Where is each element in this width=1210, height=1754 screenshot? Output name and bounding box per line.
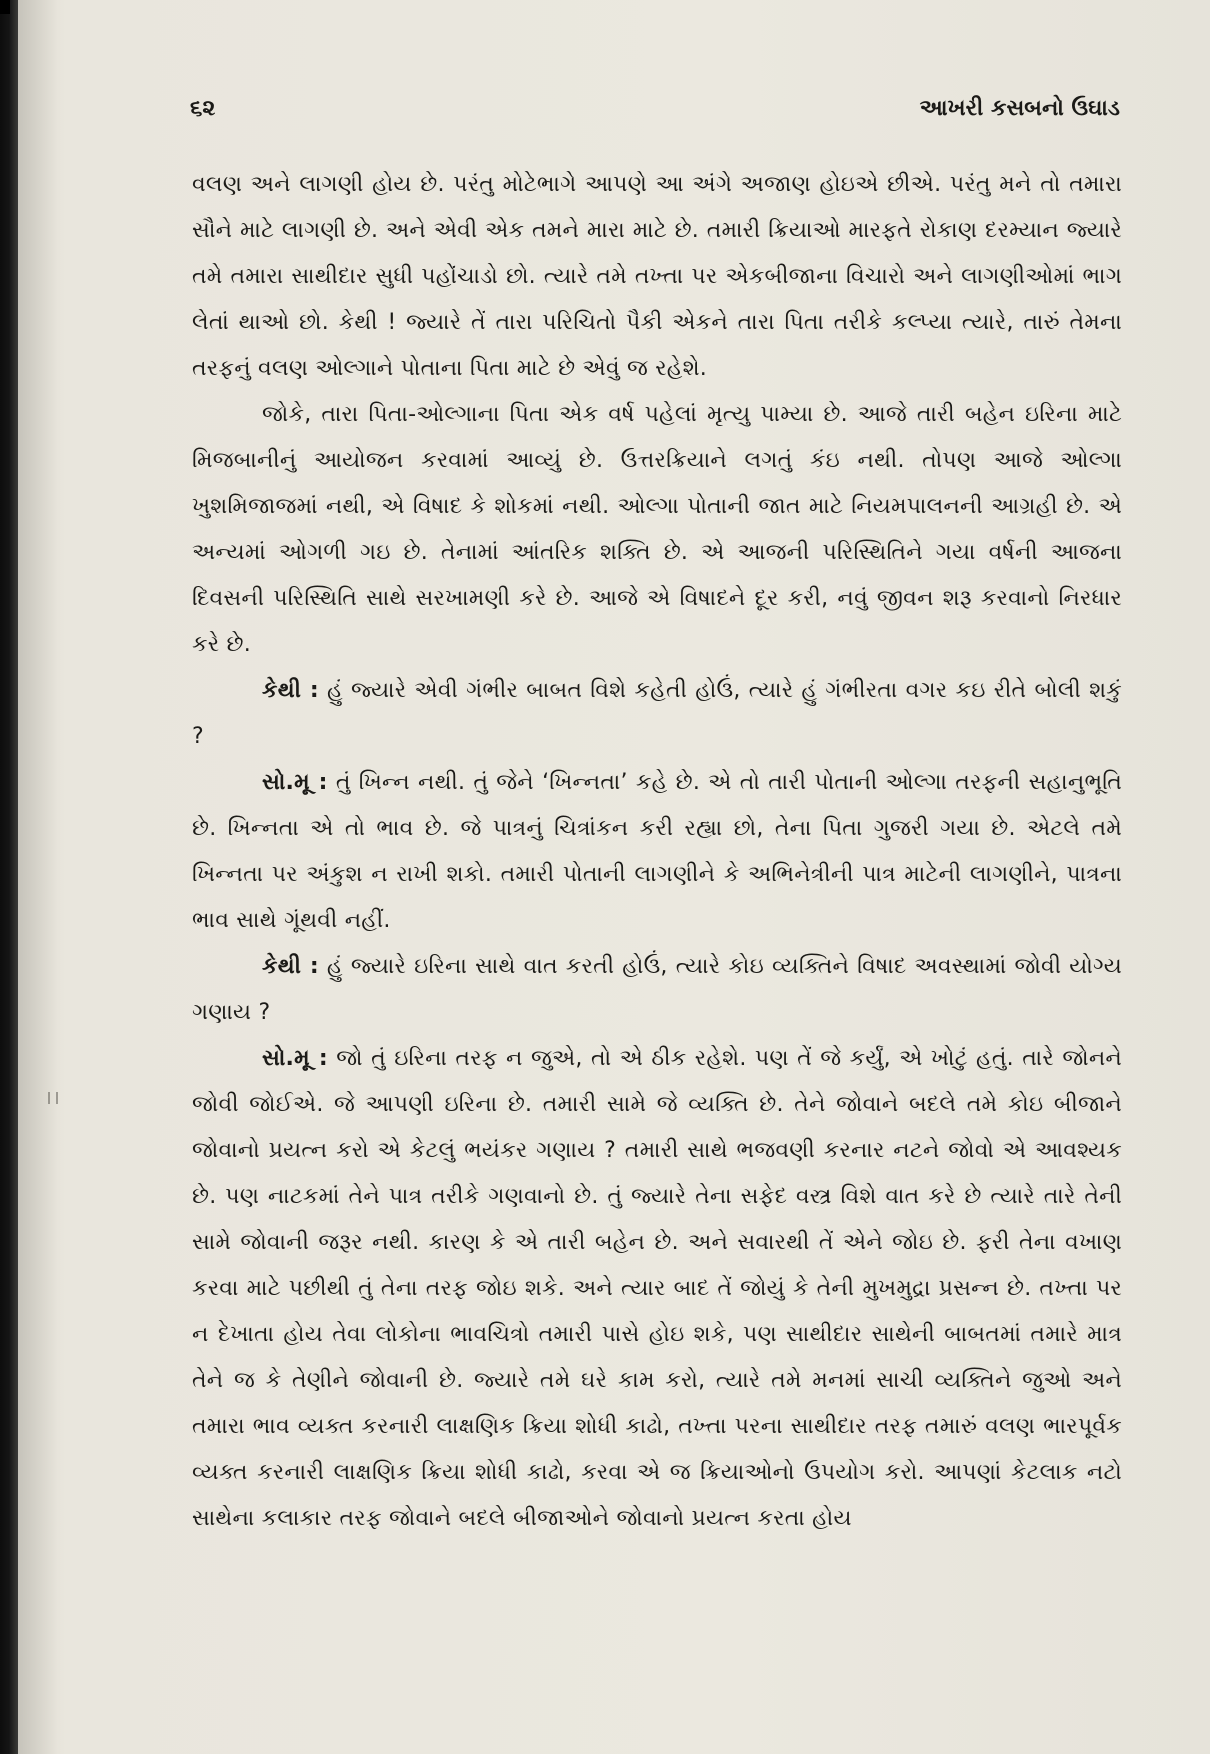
stray-ink-mark: [48, 1092, 58, 1104]
scan-corner-mark: [0, 0, 10, 14]
speaker-label: કેથી :: [262, 954, 319, 979]
dialogue-paragraph: [192, 1036, 1122, 1542]
paragraph-text: હું જ્યારે એવી ગંભીર બાબત વિશે કહેતી હોઉં, ત્યારે હું ગંભીરતા વગર કઇ રીતે બોલી શકું ?: [192, 678, 1122, 749]
dialogue-paragraph: [192, 668, 1122, 760]
dialogue-paragraph: [192, 944, 1122, 1036]
paragraph: [192, 162, 1122, 392]
speaker-label: સો.મૂ :: [262, 1046, 328, 1071]
paragraph-text: તું ખિન્ન નથી. તું જેને ‘ખિન્નતા’ કહે છે. એ તો તારી પોતાની ઓલ્ગા તરફની સહાનુભૂતિ છે. ખિન્નતા એ તો ભાવ છે. જે પાત્રનું ચિત્રાંકન કરી રહ્યા છો, તેના પિતા ગુજરી ગયા છે. એટલે તમે ખિન્નતા પર અંકુશ ન રાખી શકો. તમારી પોતાની લાગણીને કે અભિનેત્રીની પાત્ર માટેની લાગણીને, પાત્રના ભાવ સાથે ગૂંથવી નહીં.: [192, 770, 1122, 933]
speaker-label: કેથી :: [262, 678, 319, 703]
body-text: [192, 162, 1122, 1542]
scan-edge: [0, 0, 18, 1754]
paragraph-text: જોકે, તારા પિતા-ઓલ્ગાના પિતા એક વર્ષ પહેલાં મૃત્યુ પામ્યા છે. આજે તારી બહેન ઇરિના માટે મિજબાનીનું આયોજન કરવામાં આવ્યું છે. ઉત્તરક્રિયાને લગતું કંઇ નથી. તોપણ આજે ઓલ્ગા ખુશમિજાજમાં નથી, એ વિષાદ કે શોકમાં નથી. ઓલ્ગા પોતાની જાત માટે નિયમપાલનની આગ્રહી છે. એ અન્યમાં ઓગળી ગઇ છે. તેનામાં આંતરિક શક્તિ છે. એ આજની પરિસ્થિતિને ગયા વર્ષની આજના દિવસની પરિસ્થિતિ સાથે સરખામણી કરે છે. આજે એ વિષાદને દૂર કરી, નવું જીવન શરૂ કરવાનો નિરધાર કરે છે.: [192, 402, 1122, 657]
binding-shadow: [18, 0, 58, 1754]
page-number: ૬૨: [190, 96, 216, 121]
speaker-label: સો.મૂ :: [262, 770, 328, 795]
paragraph-text: હું જ્યારે ઇરિના સાથે વાત કરતી હોઉં, ત્યારે કોઇ વ્યક્તિને વિષાદ અવસ્થામાં જોવી યોગ્ય ગણાય ?: [192, 954, 1122, 1025]
paragraph-text: જો તું ઇરિના તરફ ન જુએ, તો એ ઠીક રહેશે. પણ તેં જે કર્યું, એ ખોટું હતું. તારે જોનને જોવી જોઈએ. જે આપણી ઇરિના છે. તમારી સામે જે વ્યક્તિ છે. તેને જોવાને બદલે તમે કોઇ બીજાને જોવાનો પ્રયત્ન કરો એ કેટલું ભયંકર ગણાય ? તમારી સાથે ભજવણી કરનાર નટને જોવો એ આવશ્યક છે. પણ નાટકમાં તેને પાત્ર તરીકે ગણવાનો છે. તું જ્યારે તેના સફેદ વસ્ત્ર વિશે વાત કરે છે ત્યારે તારે તેની સામે જોવાની જરૂર નથી. કારણ કે એ તારી બહેન છે. અને સવારથી તેં એને જોઇ છે. ફરી તેના વખાણ કરવા માટે પછીથી તું તેના તરફ જોઇ શકે. અને ત્યાર બાદ તેં જોયું કે તેની મુખમુદ્રા પ્રસન્ન છે. તખ્તા પર ન દેખાતા હોય તેવા લોકોના ભાવચિત્રો તમારી પાસે હોઇ શકે, પણ સાથીદાર સાથેની બાબતમાં તમારે માત્ર તેને જ કે તેણીને જોવાની છે. જ્યારે તમે ઘરે કામ કરો, ત્યારે તમે મનમાં સાચી વ્યક્તિને જુઓ અને તમારા ભાવ વ્યક્ત કરનારી લાક્ષણિક ક્રિયા શોધી કાઢો, તખ્તા પરના સાથીદાર તરફ તમારું વલણ ભારપૂર્વક વ્યક્ત કરનારી લાક્ષણિક ક્રિયા શોધી કાઢો, કરવા એ જ ક્રિયાઓનો ઉપયોગ કરો. આપણાં કેટલાક નટો સાથેના કલાકાર તરફ જોવાને બદલે બીજાઓને જોવાનો પ્રયત્ન કરતા હોય: [192, 1046, 1123, 1531]
paragraph: [192, 392, 1122, 668]
running-title: આખરી કસબનો ઉઘાડ: [919, 96, 1120, 121]
dialogue-paragraph: [192, 760, 1122, 944]
page-header: [190, 96, 1120, 136]
paragraph-text: વલણ અને લાગણી હોય છે. પરંતુ મોટેભાગે આપણે આ અંગે અજાણ હોઇએ છીએ. પરંતુ મને તો તમારા સૌને માટે લાગણી છે. અને એવી એક તમને મારા માટે છે. તમારી ક્રિયાઓ મારફતે રોકાણ દરમ્યાન જ્યારે તમે તમારા સાથીદાર સુધી પહોંચાડો છો. ત્યારે તમે તખ્તા પર એકબીજાના વિચારો અને લાગણીઓમાં ભાગ લેતાં થાઓ છો. કેથી ! જ્યારે તેં તારા પરિચિતો પૈકી એકને તારા પિતા તરીકે કલ્પ્યા ત્યારે, તારું તેમના તરફનું વલણ ઓલ્ગાને પોતાના પિતા માટે છે એવું જ રહેશે.: [192, 172, 1122, 381]
